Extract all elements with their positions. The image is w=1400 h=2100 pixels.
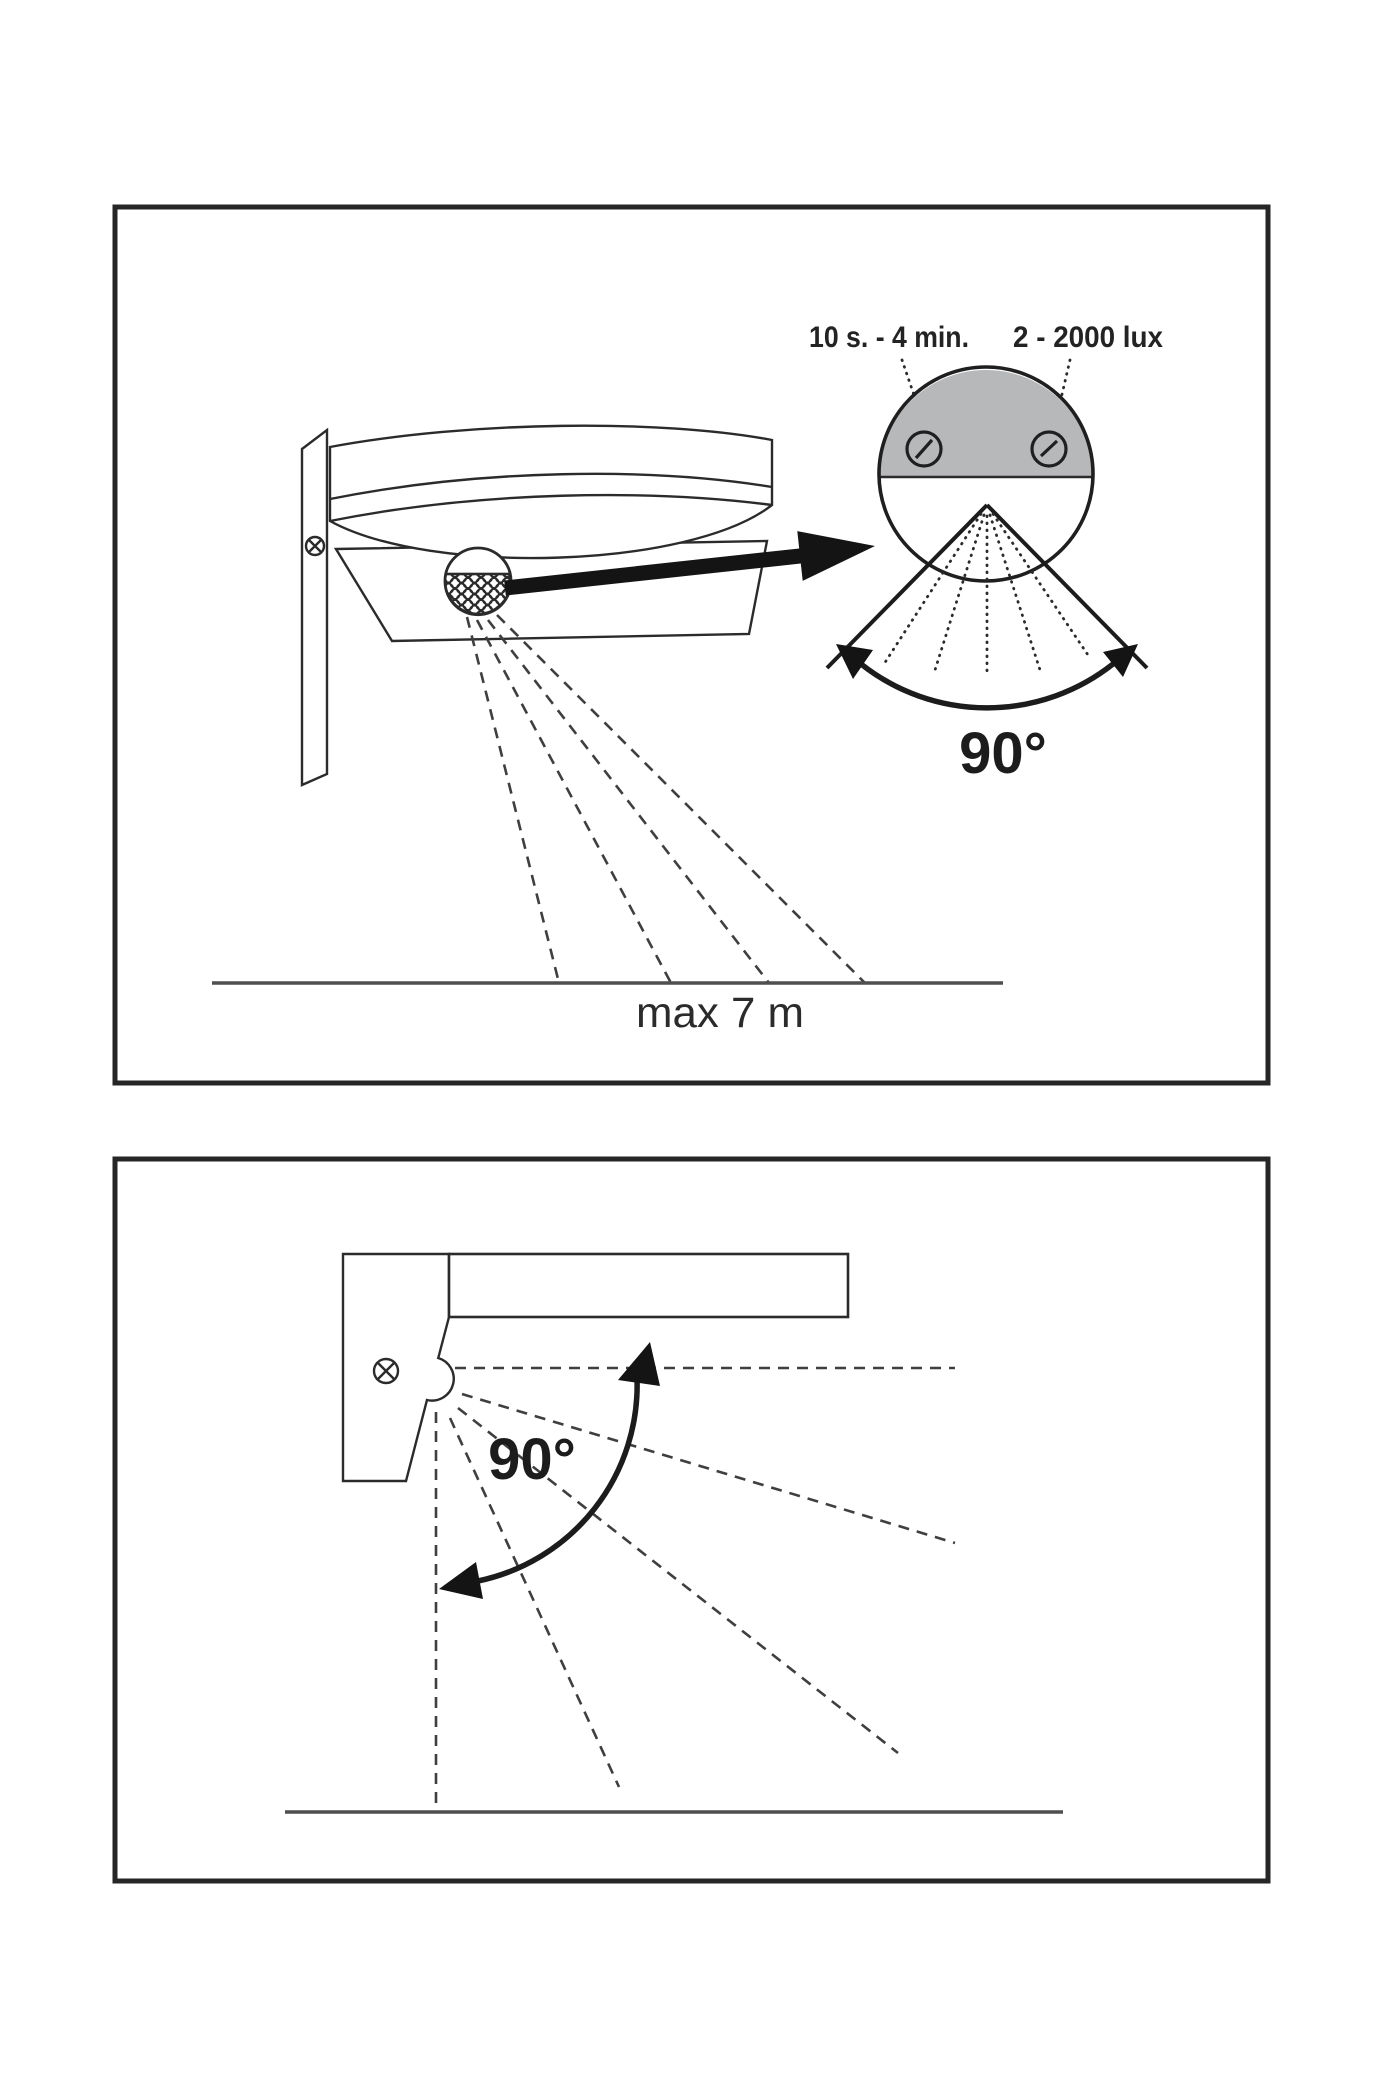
- panel-tilt-adjustment: [115, 1159, 1268, 1881]
- time-dial-label: 10 s. - 4 min.: [809, 321, 969, 354]
- pir-sensor-icon: [445, 548, 511, 615]
- lux-dial-label: 2 - 2000 lux: [1013, 321, 1164, 354]
- lamp-arm-side: [449, 1254, 848, 1317]
- tilt-angle-label: 90°: [488, 1427, 576, 1492]
- detection-range-label: max 7 m: [636, 989, 804, 1037]
- wall-mount-plate: [302, 430, 327, 785]
- detection-angle-label: 90°: [959, 721, 1047, 786]
- panel-motion-detection-range: [115, 207, 1268, 1083]
